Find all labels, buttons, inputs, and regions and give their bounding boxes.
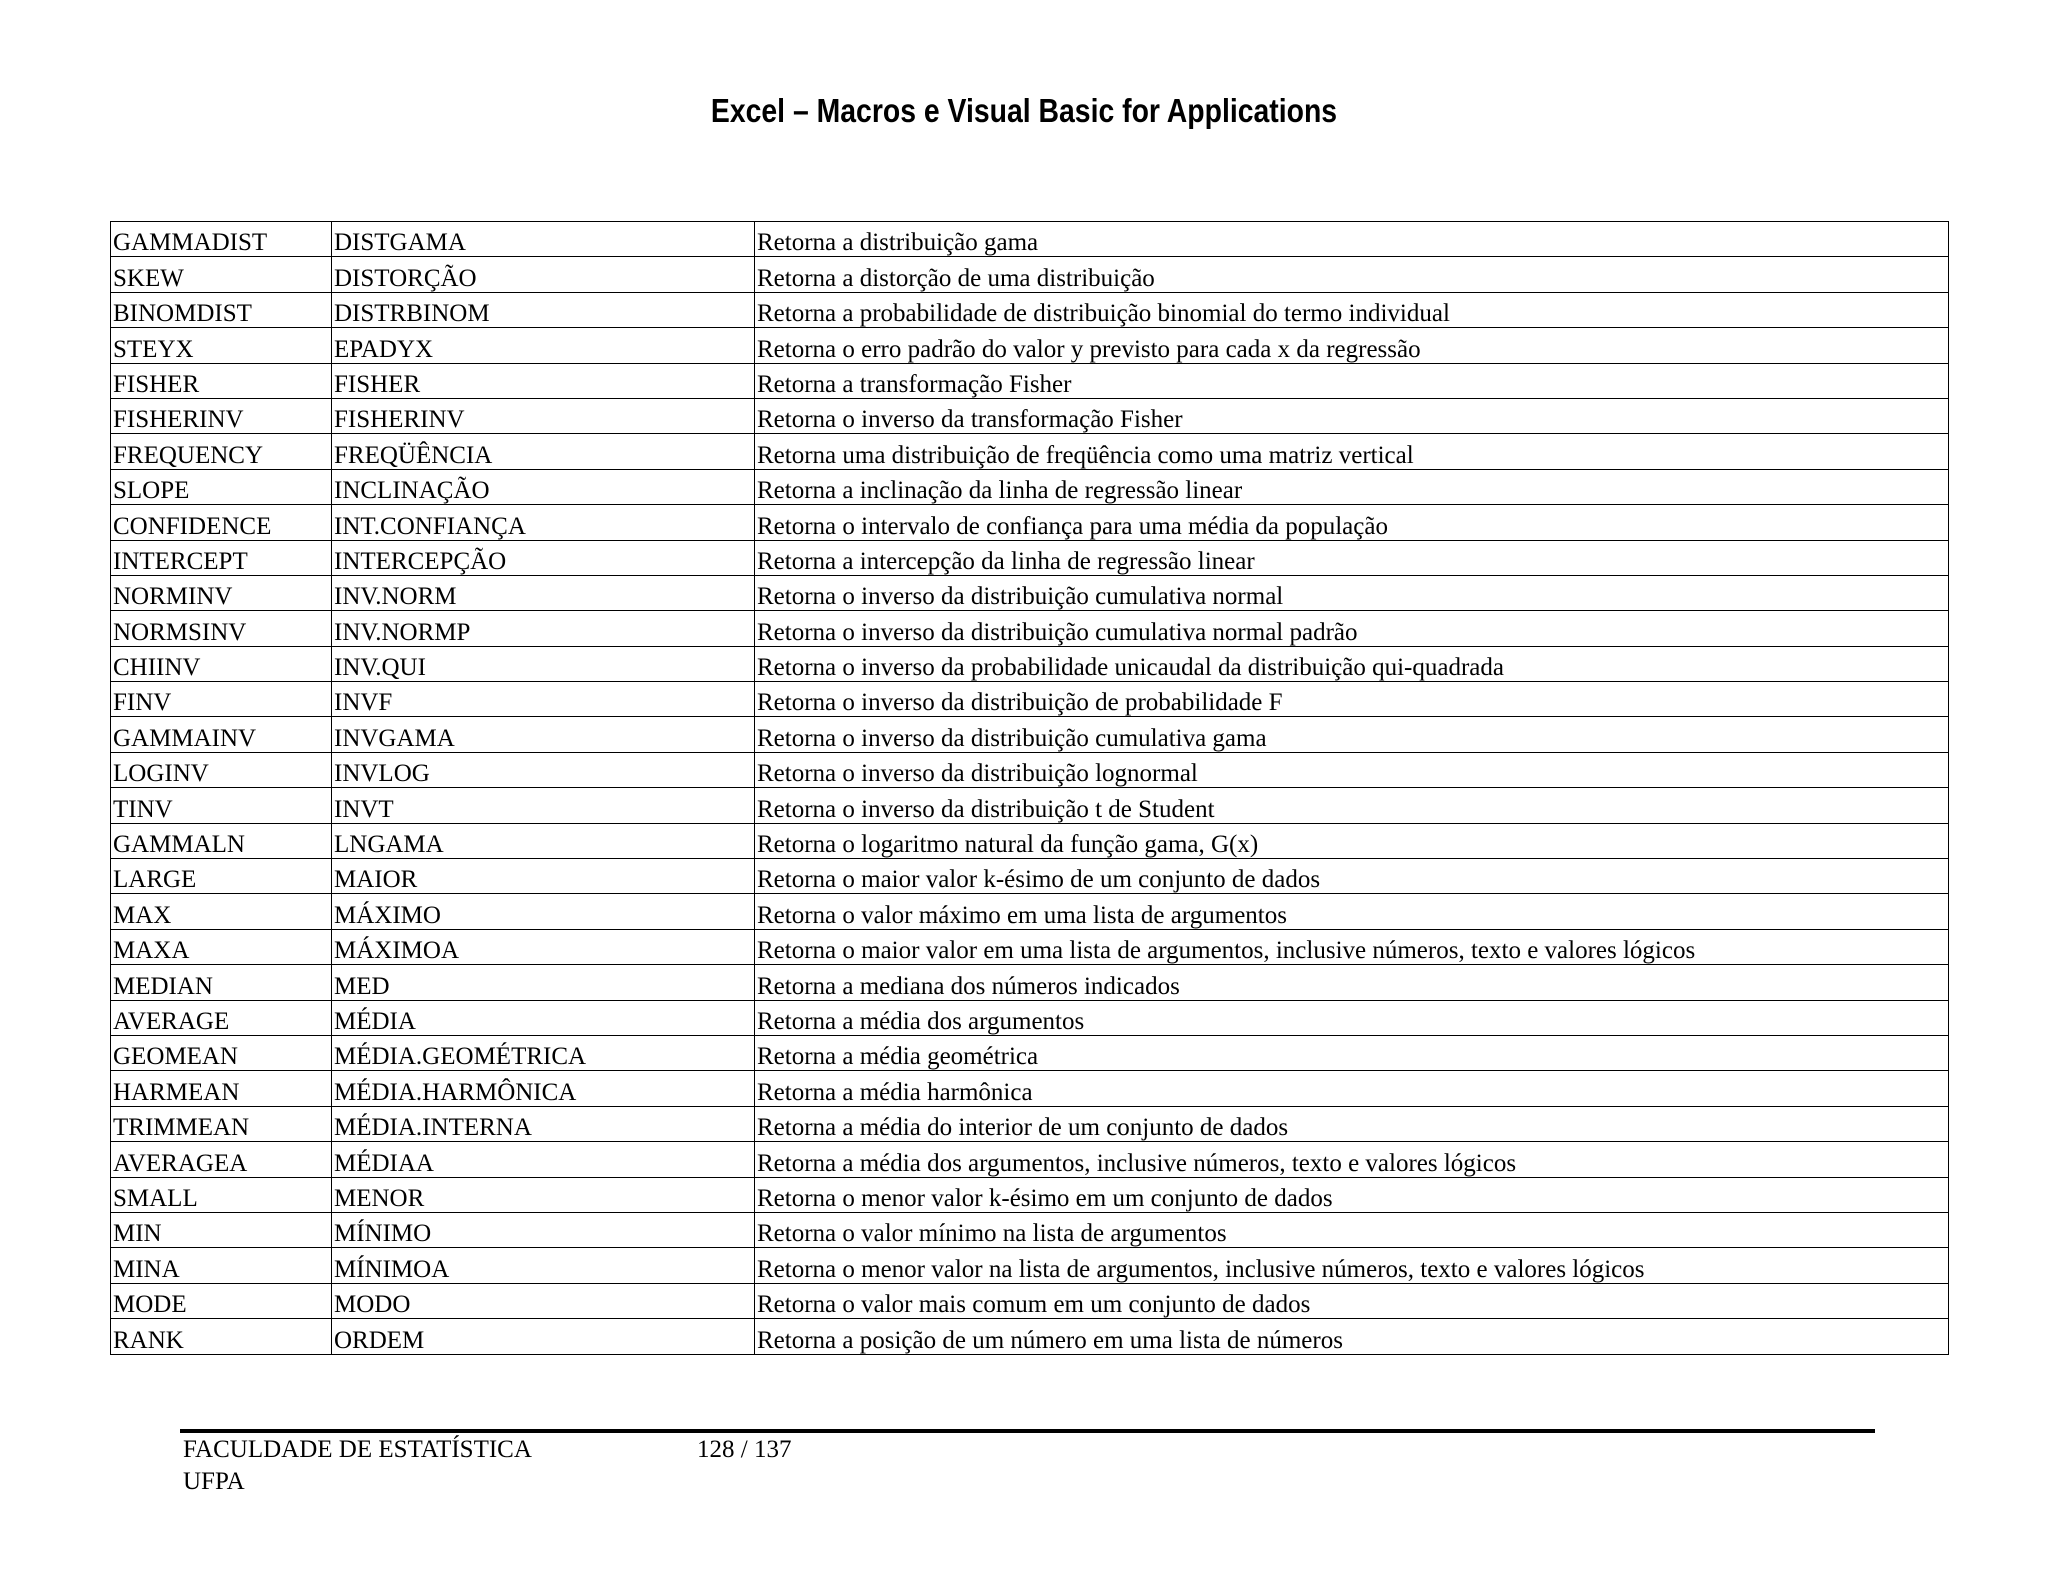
english-function-name-cell: SKEW xyxy=(111,257,332,292)
english-function-name-cell: MODE xyxy=(111,1283,332,1318)
table-row xyxy=(111,1071,1949,1106)
english-function-name-cell: TINV xyxy=(111,788,332,823)
portuguese-function-name-cell: MÉDIAA xyxy=(332,1142,755,1177)
footer-faculty: FACULDADE DE ESTATÍSTICA xyxy=(183,1436,532,1463)
function-description-cell: Retorna a intercepção da linha de regressão linear xyxy=(755,540,1949,575)
table-row xyxy=(111,1248,1949,1283)
english-function-name-cell: LOGINV xyxy=(111,752,332,787)
function-description-cell: Retorna o valor mais comum em um conjunto de dados xyxy=(755,1283,1949,1318)
portuguese-function-name-cell: INVGAMA xyxy=(332,717,755,752)
english-function-name-cell: TRIMMEAN xyxy=(111,1106,332,1141)
function-description-cell: Retorna o menor valor k-ésimo em um conjunto de dados xyxy=(755,1177,1949,1212)
function-description-cell: Retorna o inverso da probabilidade unicaudal da distribuição qui-quadrada xyxy=(755,646,1949,681)
portuguese-function-name-cell: MÉDIA.GEOMÉTRICA xyxy=(332,1035,755,1070)
function-table-body xyxy=(111,222,1949,1355)
table-row xyxy=(111,646,1949,681)
portuguese-function-name-cell: MÍNIMO xyxy=(332,1212,755,1247)
function-description-cell: Retorna a probabilidade de distribuição binomial do termo individual xyxy=(755,292,1949,327)
table-row xyxy=(111,859,1949,894)
portuguese-function-name-cell: INV.NORM xyxy=(332,575,755,610)
portuguese-function-name-cell: MÉDIA xyxy=(332,1000,755,1035)
function-description-cell: Retorna a posição de um número em uma lista de números xyxy=(755,1319,1949,1354)
portuguese-function-name-cell: ORDEM xyxy=(332,1319,755,1354)
table-row xyxy=(111,611,1949,646)
table-row xyxy=(111,328,1949,363)
portuguese-function-name-cell: MÁXIMOA xyxy=(332,929,755,964)
table-row xyxy=(111,434,1949,469)
portuguese-function-name-cell: MÉDIA.INTERNA xyxy=(332,1106,755,1141)
english-function-name-cell: STEYX xyxy=(111,328,332,363)
portuguese-function-name-cell: FISHER xyxy=(332,363,755,398)
portuguese-function-name-cell: MÉDIA.HARMÔNICA xyxy=(332,1071,755,1106)
portuguese-function-name-cell: INCLINAÇÃO xyxy=(332,469,755,504)
english-function-name-cell: FREQUENCY xyxy=(111,434,332,469)
english-function-name-cell: MIN xyxy=(111,1212,332,1247)
function-description-cell: Retorna o menor valor na lista de argumentos, inclusive números, texto e valores lógicos xyxy=(755,1248,1949,1283)
function-description-cell: Retorna a média harmônica xyxy=(755,1071,1949,1106)
function-table xyxy=(110,221,1949,1355)
footer-page-number: 128 / 137 xyxy=(697,1436,792,1463)
english-function-name-cell: FISHER xyxy=(111,363,332,398)
english-function-name-cell: NORMSINV xyxy=(111,611,332,646)
table-row xyxy=(111,965,1949,1000)
table-row xyxy=(111,1035,1949,1070)
english-function-name-cell: GEOMEAN xyxy=(111,1035,332,1070)
function-description-cell: Retorna o logaritmo natural da função gama, G(x) xyxy=(755,823,1949,858)
table-row xyxy=(111,575,1949,610)
english-function-name-cell: CHIINV xyxy=(111,646,332,681)
table-row xyxy=(111,1319,1949,1354)
english-function-name-cell: MAXA xyxy=(111,929,332,964)
table-row xyxy=(111,1106,1949,1141)
portuguese-function-name-cell: INTERCEPÇÃO xyxy=(332,540,755,575)
portuguese-function-name-cell: DISTRBINOM xyxy=(332,292,755,327)
table-row xyxy=(111,363,1949,398)
function-description-cell: Retorna o inverso da distribuição de probabilidade F xyxy=(755,682,1949,717)
english-function-name-cell: SMALL xyxy=(111,1177,332,1212)
function-description-cell: Retorna o erro padrão do valor y previsto para cada x da regressão xyxy=(755,328,1949,363)
function-description-cell: Retorna a distorção de uma distribuição xyxy=(755,257,1949,292)
english-function-name-cell: MINA xyxy=(111,1248,332,1283)
english-function-name-cell: RANK xyxy=(111,1319,332,1354)
function-description-cell: Retorna o maior valor k-ésimo de um conjunto de dados xyxy=(755,859,1949,894)
page-title: Excel – Macros e Visual Basic for Applications xyxy=(710,92,1338,129)
english-function-name-cell: CONFIDENCE xyxy=(111,505,332,540)
portuguese-function-name-cell: FISHERINV xyxy=(332,398,755,433)
function-description-cell: Retorna o valor mínimo na lista de argumentos xyxy=(755,1212,1949,1247)
english-function-name-cell: AVERAGE xyxy=(111,1000,332,1035)
function-description-cell: Retorna a distribuição gama xyxy=(755,222,1949,257)
portuguese-function-name-cell: MÍNIMOA xyxy=(332,1248,755,1283)
table-row xyxy=(111,752,1949,787)
table-row xyxy=(111,788,1949,823)
table-row xyxy=(111,1000,1949,1035)
table-row xyxy=(111,894,1949,929)
table-row xyxy=(111,823,1949,858)
table-row xyxy=(111,1142,1949,1177)
english-function-name-cell: LARGE xyxy=(111,859,332,894)
function-description-cell: Retorna o inverso da distribuição cumulativa normal xyxy=(755,575,1949,610)
table-row xyxy=(111,1212,1949,1247)
function-description-cell: Retorna uma distribuição de freqüência como uma matriz vertical xyxy=(755,434,1949,469)
function-description-cell: Retorna a média dos argumentos, inclusive números, texto e valores lógicos xyxy=(755,1142,1949,1177)
portuguese-function-name-cell: DISTGAMA xyxy=(332,222,755,257)
function-description-cell: Retorna o inverso da distribuição t de Student xyxy=(755,788,1949,823)
function-description-cell: Retorna a média do interior de um conjunto de dados xyxy=(755,1106,1949,1141)
function-description-cell: Retorna o inverso da distribuição cumulativa normal padrão xyxy=(755,611,1949,646)
table-row xyxy=(111,540,1949,575)
function-description-cell: Retorna a inclinação da linha de regressão linear xyxy=(755,469,1949,504)
function-description-cell: Retorna o maior valor em uma lista de argumentos, inclusive números, texto e valores lógicos xyxy=(755,929,1949,964)
table-row xyxy=(111,505,1949,540)
english-function-name-cell: FINV xyxy=(111,682,332,717)
english-function-name-cell: AVERAGEA xyxy=(111,1142,332,1177)
portuguese-function-name-cell: INVF xyxy=(332,682,755,717)
portuguese-function-name-cell: EPADYX xyxy=(332,328,755,363)
portuguese-function-name-cell: MED xyxy=(332,965,755,1000)
function-description-cell: Retorna a transformação Fisher xyxy=(755,363,1949,398)
english-function-name-cell: BINOMDIST xyxy=(111,292,332,327)
function-description-cell: Retorna a média geométrica xyxy=(755,1035,1949,1070)
function-description-cell: Retorna o inverso da distribuição lognormal xyxy=(755,752,1949,787)
table-row xyxy=(111,292,1949,327)
portuguese-function-name-cell: DISTORÇÃO xyxy=(332,257,755,292)
english-function-name-cell: INTERCEPT xyxy=(111,540,332,575)
table-row xyxy=(111,717,1949,752)
portuguese-function-name-cell: INVLOG xyxy=(332,752,755,787)
portuguese-function-name-cell: MÁXIMO xyxy=(332,894,755,929)
english-function-name-cell: GAMMADIST xyxy=(111,222,332,257)
english-function-name-cell: HARMEAN xyxy=(111,1071,332,1106)
function-description-cell: Retorna o inverso da distribuição cumulativa gama xyxy=(755,717,1949,752)
function-description-cell: Retorna o inverso da transformação Fisher xyxy=(755,398,1949,433)
portuguese-function-name-cell: MAIOR xyxy=(332,859,755,894)
table-row xyxy=(111,257,1949,292)
portuguese-function-name-cell: INVT xyxy=(332,788,755,823)
function-description-cell: Retorna o intervalo de confiança para uma média da população xyxy=(755,505,1949,540)
english-function-name-cell: NORMINV xyxy=(111,575,332,610)
portuguese-function-name-cell: MENOR xyxy=(332,1177,755,1212)
footer-university: UFPA xyxy=(183,1468,245,1495)
portuguese-function-name-cell: INV.QUI xyxy=(332,646,755,681)
english-function-name-cell: GAMMALN xyxy=(111,823,332,858)
portuguese-function-name-cell: INT.CONFIANÇA xyxy=(332,505,755,540)
table-row xyxy=(111,469,1949,504)
english-function-name-cell: GAMMAINV xyxy=(111,717,332,752)
function-description-cell: Retorna o valor máximo em uma lista de argumentos xyxy=(755,894,1949,929)
portuguese-function-name-cell: INV.NORMP xyxy=(332,611,755,646)
table-row xyxy=(111,682,1949,717)
table-row xyxy=(111,1177,1949,1212)
english-function-name-cell: SLOPE xyxy=(111,469,332,504)
english-function-name-cell: FISHERINV xyxy=(111,398,332,433)
english-function-name-cell: MEDIAN xyxy=(111,965,332,1000)
footer-rule xyxy=(180,1429,1875,1433)
function-description-cell: Retorna a média dos argumentos xyxy=(755,1000,1949,1035)
table-row xyxy=(111,398,1949,433)
footer-institution xyxy=(183,1434,532,1498)
table-row xyxy=(111,929,1949,964)
table-row xyxy=(111,222,1949,257)
portuguese-function-name-cell: FREQÜÊNCIA xyxy=(332,434,755,469)
function-description-cell: Retorna a mediana dos números indicados xyxy=(755,965,1949,1000)
table-row xyxy=(111,1283,1949,1318)
portuguese-function-name-cell: MODO xyxy=(332,1283,755,1318)
portuguese-function-name-cell: LNGAMA xyxy=(332,823,755,858)
english-function-name-cell: MAX xyxy=(111,894,332,929)
